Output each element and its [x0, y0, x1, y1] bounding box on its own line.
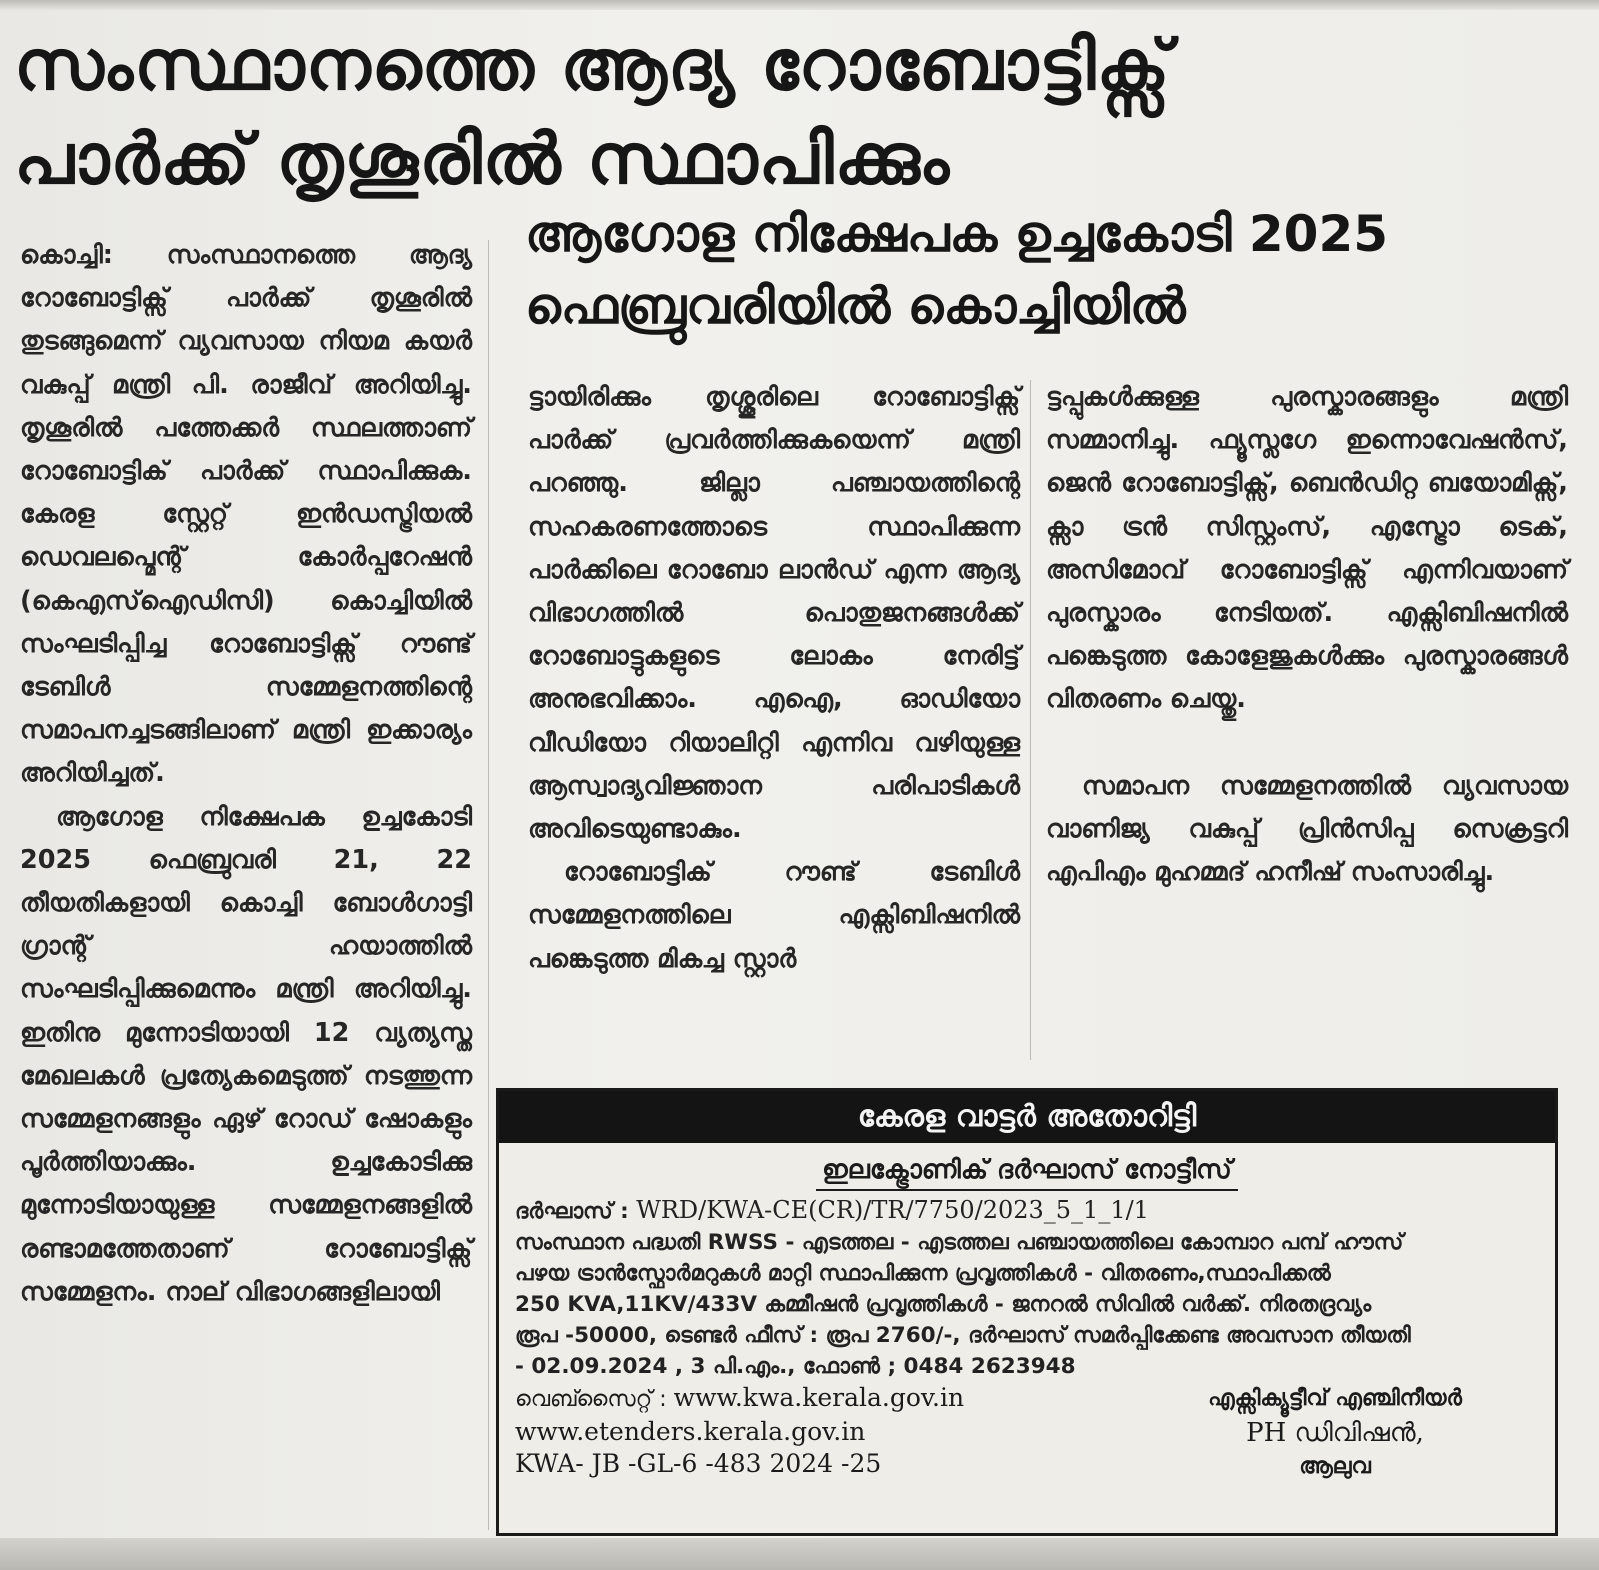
headline-line-1: സംസ്ഥാനത്തെ ആദ്യ റോബോട്ടിക്സ് [14, 24, 1171, 106]
notice-code: KWA- JB -GL-6 -483 2024 -25 [515, 1449, 882, 1478]
notice-line-3: 250 KVA,11KV/433V കമ്മീഷൻ പ്രവൃത്തികൾ - ജനറൽ സിവിൽ വർക്ക്. നിരതദ്രവ്യം [515, 1292, 1372, 1317]
subhead-line-2: ഫെബ്രുവരിയിൽ കൊച്ചിയിൽ [525, 277, 1186, 335]
sub-headline [525, 198, 1575, 342]
notice-line-5: - 02.09.2024 , 3 പി.എം., ഫോൺ ; 0484 2623948 [515, 1354, 1076, 1379]
notice-banner: കേരള വാട്ടർ അതോറിട്ടി [499, 1091, 1555, 1143]
tender-notice-box [496, 1088, 1558, 1536]
notice-body [499, 1191, 1555, 1382]
column-1-paragraph-2: ആഗോള നിക്ഷേപക ഉച്ചകോടി 2025 ഫെബ്രുവരി 21, 22 തീയതികളായി കൊച്ചി ബോൾഗാട്ടി ഗ്രാന്റ് ഹയാത്തിൽ സംഘടിപ്പിക്കുമെന്നും മന്ത്രി അറിയിച്ചു. ഇതിനു മുന്നോടിയായി 12 വ്യത്യസ്ത മേഖലകൾ പ്രത്യേകമെടുത്ത് നടത്തുന്ന സമ്മേളനങ്ങളും ഏഴ് റോഡ് ഷോകളും പൂർത്തിയാക്കും. ഉച്ചകോടിക്കു മുന്നോടിയായുള്ള സമ്മേളനങ്ങളിൽ രണ്ടാമത്തേതാണ് റോബോട്ടിക്സ് സമ്മേളനം. നാല് വിഭാഗങ്ങളിലായി [20, 801, 472, 1307]
page-bottom-edge [0, 1538, 1599, 1570]
column-3-paragraph-1: ട്ടപ്പുകൾക്കുള്ള പുരസ്കാരങ്ങളും മന്ത്രി സമ്മാനിച്ചു. ഫ്യൂസ്ലഗേ ഇന്നൊവേഷൻസ്, ജെൻ റോബോട്ടിക്സ്, ബെൻഡിറ്റ ബയോമിക്സ്, ക്സാ ട്രൻ സിസ്റ്റംസ്, എസ്ട്രോ ടെക്, അസിമോവ് റോബോട്ടിക്സ് എന്നിവയാണ് പുരസ്കാരം നേടിയത്. എക്സിബിഷനിൽ പങ്കെടുത്ത കോളേജുകൾക്കും പുരസ്കാരങ്ങൾ വിതരണം ചെയ്തു. [1046, 382, 1568, 715]
notice-signatory [1155, 1382, 1515, 1484]
article-column-3 [1046, 376, 1568, 894]
reference-number: WRD/KWA-CE(CR)/TR/7750/2023_5_1_1/1 [636, 1196, 1149, 1224]
column-divider [1030, 380, 1031, 1060]
column-3-paragraph-2: സമാപന സമ്മേളനത്തിൽ വ്യവസായ വാണിജ്യ വകുപ്പ് പ്രിൻസിപ്പ സെക്രട്ടറി എപിഎം മുഹമ്മദ് ഹനീഷ് സംസാരിച്ചു. [1046, 770, 1568, 888]
notice-reference [515, 1195, 1539, 1227]
website-row [515, 1382, 1075, 1416]
subhead-line-1: ആഗോള നിക്ഷേപക ഉച്ചകോടി 2025 [525, 205, 1389, 263]
headline-line-2: പാർക്ക് തൃശൂരിൽ സ്ഥാപിക്കും [14, 118, 951, 200]
article-column-2 [528, 376, 1020, 981]
signatory-title: എക്സിക്യൂട്ടീവ് എഞ്ചിനീയർ [1208, 1386, 1462, 1411]
column-1-paragraph-1: കൊച്ചി: സംസ്ഥാനത്തെ ആദ്യ റോബോട്ടിക്സ് പാർക്ക് തൃശൂരിൽ തുടങ്ങുമെന്ന് വ്യവസായ നിയമ കയർ വകുപ്പ് മന്ത്രി പി. രാജീവ് അറിയിച്ചു. തൃശൂരിൽ പത്തേക്കർ സ്ഥലത്താണ് റോബോട്ടിക് പാർക്ക് സ്ഥാപിക്കുക. കേരള സ്റ്റേറ്റ് ഇൻഡസ്ട്രിയൽ ഡെവലപ്മെന്റ് കോർപ്പറേഷൻ (കെഎസ്ഐഡിസി) കൊച്ചിയിൽ സംഘടിപ്പിച്ച റോബോട്ടിക്സ് റൗണ്ട് ടേബിൾ സമ്മേളനത്തിന്റെ സമാപനച്ചടങ്ങിലാണ് മന്ത്രി ഇക്കാര്യം അറിയിച്ചത്. [20, 240, 472, 789]
column-divider [488, 240, 489, 1530]
notice-footer [499, 1382, 1555, 1522]
website-link-kwa[interactable]: www.kwa.kerala.gov.in [673, 1383, 965, 1412]
notice-line-4: രൂപ -50000, ടെണ്ടർ ഫീസ് : രൂപ 2760/-, ദർഘാസ് സമർപ്പിക്കേണ്ട അവസാന തീയതി [515, 1323, 1411, 1348]
notice-line-1: സംസ്ഥാന പദ്ധതി RWSS - എടത്തല - എടത്തല പഞ്ചായത്തിലെ കോമ്പാറ പമ്പ് ഹൗസ് [515, 1230, 1404, 1255]
signatory-division: PH ഡിവിഷൻ, [1246, 1418, 1424, 1448]
article-column-1 [20, 234, 472, 1314]
signatory-place: ആലുവ [1299, 1454, 1371, 1479]
column-2-paragraph-2: റോബോട്ടിക് റൗണ്ട് ടേബിൾ സമ്മേളനത്തിലെ എക്സിബിഷനിൽ പങ്കെടുത്ത മികച്ച സ്റ്റാർ [528, 857, 1020, 974]
website-link-etenders[interactable]: www.etenders.kerala.gov.in [515, 1417, 866, 1446]
column-2-paragraph-1: ട്ടായിരിക്കും തൃശ്ശൂരിലെ റോബോട്ടിക്സ് പാർക്ക് പ്രവർത്തിക്കുകയെന്ന് മന്ത്രി പറഞ്ഞു. ജില്ലാ പഞ്ചായത്തിന്റെ സഹകരണത്തോടെ സ്ഥാപിക്കുന്ന പാർക്കിലെ റോബോ ലാൻഡ് എന്ന ആദ്യ വിഭാഗത്തിൽ പൊതുജനങ്ങൾക്ക് റോബോട്ടുകളുടെ ലോകം നേരിട്ട് അനുഭവിക്കാം. എഐ, ഓഡിയോ വീഡിയോ റിയാലിറ്റി എന്നിവ വഴിയുള്ള ആസ്വാദ്യവിജ്ഞാന പരിപാടികൾ അവിടെയുണ്ടാകും. [528, 382, 1020, 845]
website-label: വെബ്സൈറ്റ് : [515, 1387, 667, 1412]
page-top-edge [0, 0, 1599, 10]
notice-links [515, 1382, 1075, 1480]
main-headline [14, 18, 1574, 206]
reference-label: ദർഘാസ് : [515, 1199, 629, 1224]
notice-line-2: പഴയ ട്രാൻസ്ഫോർമറുകൾ മാറ്റി സ്ഥാപിക്കുന്ന പ്രവൃത്തികൾ - വിതരണം,സ്ഥാപിക്കൽ [515, 1261, 1331, 1286]
notice-title [499, 1153, 1555, 1191]
notice-title-text: ഇലക്ട്രോണിക് ദർഘാസ് നോട്ടീസ് [816, 1153, 1238, 1191]
